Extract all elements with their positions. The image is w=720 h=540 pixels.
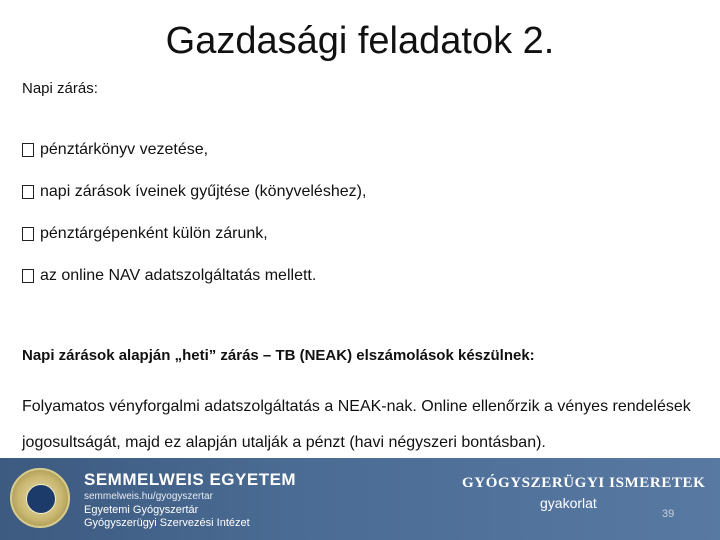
section-label: Napi zárás:: [22, 80, 98, 97]
university-name: SEMMELWEIS EGYETEM: [84, 470, 297, 489]
page-number: 39: [662, 508, 675, 520]
checkbox-icon: [22, 269, 34, 283]
institution-line-2: Gyógyszerügyi Szervezési Intézet: [84, 517, 250, 529]
checkbox-icon: [22, 227, 34, 241]
list-item: [22, 266, 702, 286]
subheading: Napi zárások alapján „heti” zárás – TB (NEAK) elszámolások készülnek:: [22, 347, 535, 364]
bullet-text: pénztárgépenként külön zárunk,: [40, 225, 268, 242]
bullet-text: az online NAV adatszolgáltatás mellett.: [40, 267, 317, 284]
list-item: [22, 140, 702, 160]
bullet-text: napi zárások íveinek gyűjtése (könyveléshez),: [40, 183, 367, 200]
course-subtitle: gyakorlat: [540, 495, 597, 511]
institution-line-1: Egyetemi Gyógyszertár: [84, 504, 199, 516]
footer-band: [0, 458, 720, 540]
checkbox-icon: [22, 185, 34, 199]
paragraph: Folyamatos vényforgalmi adatszolgáltatás a NEAK-nak. Online ellenőrzik a vényes rendelések jogosultságát, majd ez alapján utalják a pénzt (havi négyszeri bontásban).: [22, 398, 691, 451]
checkbox-icon: [22, 143, 34, 157]
seal-center-icon: [26, 484, 56, 514]
list-item: [22, 224, 702, 244]
bullet-text: pénztárkönyv vezetése,: [40, 141, 209, 158]
university-url: semmelweis.hu/gyogyszertar: [84, 491, 213, 502]
slide-title: Gazdasági feladatok 2.: [165, 20, 555, 62]
university-seal-icon: [10, 468, 70, 528]
list-item: [22, 182, 702, 202]
bullet-list: [22, 140, 702, 308]
course-title: GYÓGYSZERÜGYI ISMERETEK: [462, 475, 706, 491]
